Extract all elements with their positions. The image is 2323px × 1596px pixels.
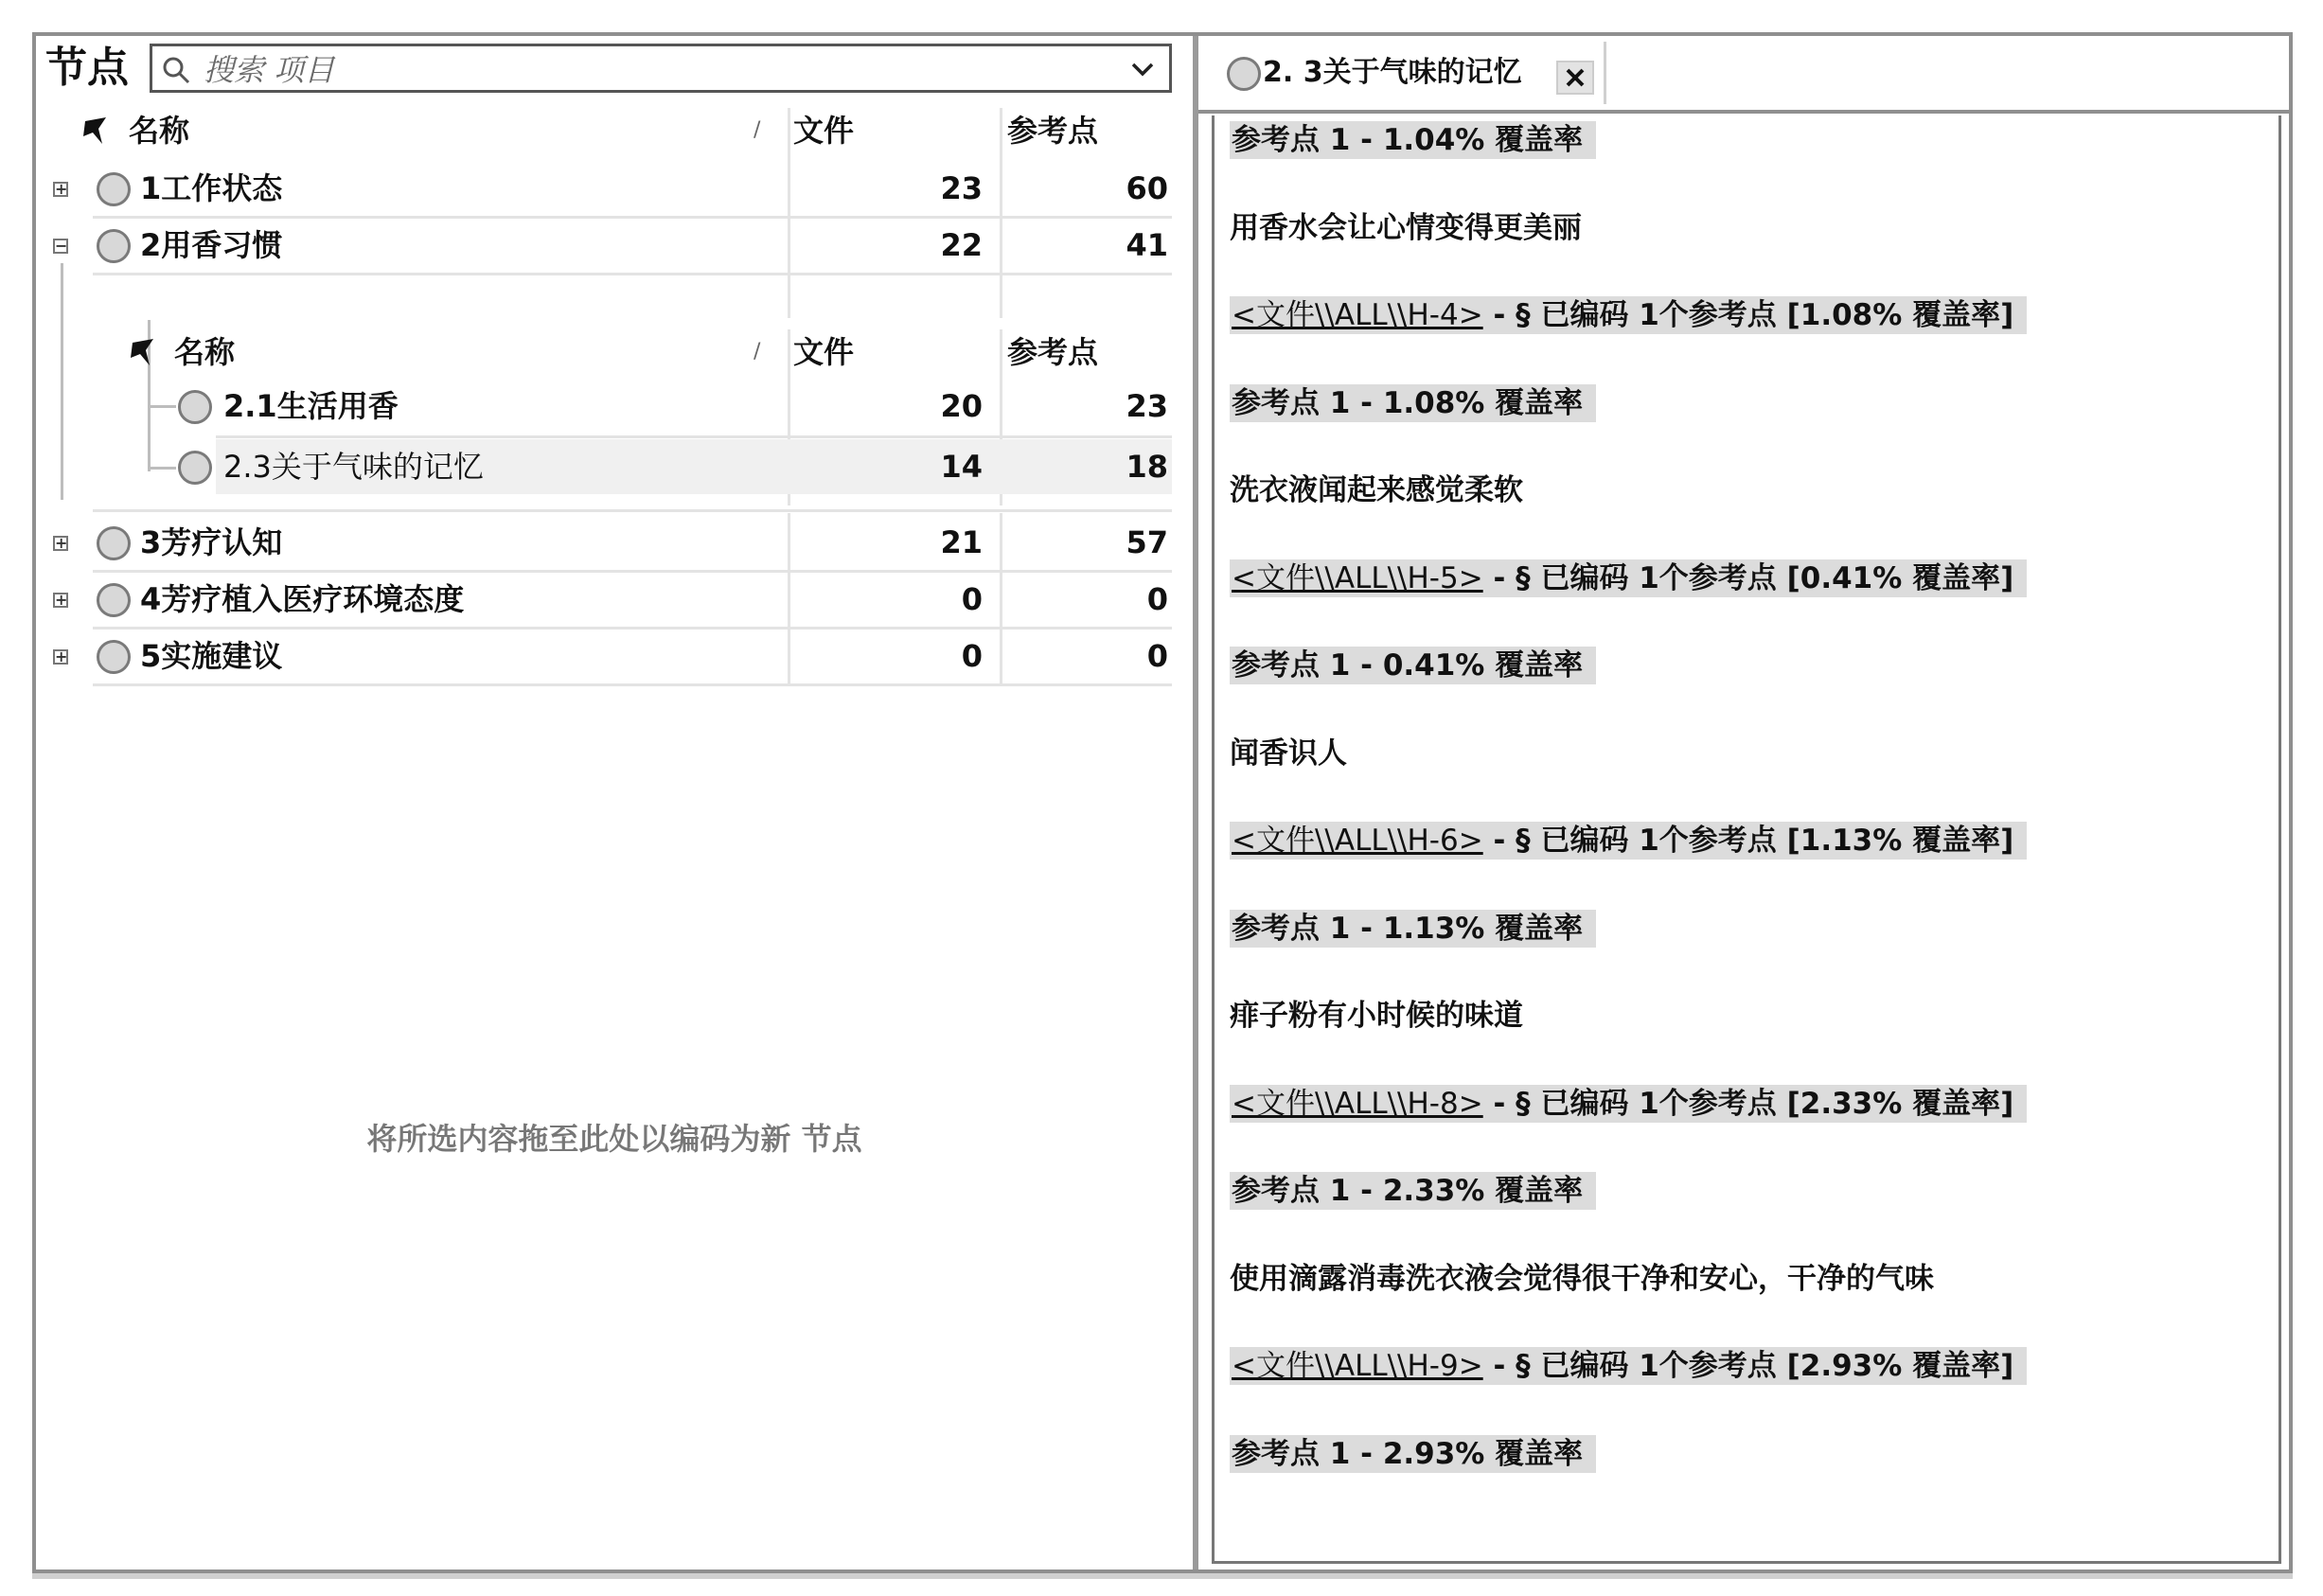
app-window: [32, 32, 2293, 1573]
column-refs[interactable]: 参考点: [1007, 113, 1099, 149]
source-reference[interactable]: [1230, 1083, 2027, 1125]
collapse-icon[interactable]: −: [55, 237, 68, 255]
source-highlight: [1230, 559, 2027, 597]
node-refs: 18: [1126, 449, 1168, 485]
node-files: 21: [940, 524, 983, 560]
node-icon: [178, 390, 212, 424]
reference-label: 参考点 1 - 1.13% 覆盖率: [1230, 910, 1596, 948]
reference-header: [1230, 645, 1596, 686]
tab-node-detail[interactable]: [1219, 42, 1606, 104]
reference-header: [1230, 1170, 1596, 1212]
reference-label: 参考点 1 - 2.33% 覆盖率: [1230, 1172, 1596, 1210]
node-files: 0: [961, 638, 983, 674]
tree-row-child-2[interactable]: [36, 439, 1193, 494]
column-refs[interactable]: 参考点: [1007, 334, 1099, 370]
expand-icon[interactable]: +: [55, 534, 68, 552]
nested-column-header: [36, 326, 1193, 379]
node-detail-panel: [1198, 36, 2289, 1569]
reference-label: 参考点 1 - 1.08% 覆盖率: [1230, 384, 1596, 422]
reference-label: 参考点 1 - 2.93% 覆盖率: [1230, 1435, 1596, 1473]
reference-header: [1230, 908, 1596, 949]
node-label: 2.3关于气味的记忆: [223, 449, 484, 485]
node-files: 14: [940, 449, 983, 485]
close-tab-button[interactable]: [1556, 61, 1594, 95]
tree-row-node-1[interactable]: [36, 161, 1193, 216]
reference-label: 参考点 1 - 1.04% 覆盖率: [1230, 121, 1596, 159]
source-file-link[interactable]: <文件\\ALL\\H-4>: [1232, 298, 1483, 332]
chevron-down-icon[interactable]: [1129, 58, 1156, 80]
search-box[interactable]: [150, 44, 1172, 93]
node-refs: 41: [1126, 227, 1168, 263]
tree-row-node-2[interactable]: [36, 218, 1193, 273]
node-icon: [97, 640, 131, 674]
node-refs: 60: [1126, 170, 1168, 206]
tab-label: 2. 3关于气味的记忆: [1263, 56, 1522, 89]
expand-icon[interactable]: +: [55, 647, 68, 665]
node-refs: 57: [1126, 524, 1168, 560]
pin-icon[interactable]: [81, 115, 110, 148]
node-files: 23: [940, 170, 983, 206]
source-highlight: [1230, 822, 2027, 860]
column-files[interactable]: 文件: [793, 334, 855, 370]
node-label: 2.1生活用香: [223, 388, 399, 424]
reference-header: [1230, 119, 1596, 161]
tree-row-node-5[interactable]: [36, 629, 1193, 683]
source-file-link[interactable]: <文件\\ALL\\H-6>: [1232, 824, 1483, 858]
source-file-link[interactable]: <文件\\ALL\\H-5>: [1232, 560, 1483, 595]
node-icon: [97, 172, 131, 206]
node-label: 4芳疗植入医疗环境态度: [140, 581, 465, 617]
node-icon: [1227, 57, 1261, 91]
tree-row-node-3[interactable]: [36, 515, 1193, 570]
column-header: [36, 104, 1193, 157]
coded-text: 用香水会让心情变得更美丽: [1230, 210, 1582, 245]
node-label: 1工作状态: [140, 170, 283, 206]
source-highlight: [1230, 296, 2027, 334]
reference-header: [1230, 382, 1596, 424]
source-file-link[interactable]: <文件\\ALL\\H-9>: [1232, 1349, 1483, 1383]
coding-summary: - § 已编码 1个参考点 [1.13% 覆盖率]: [1482, 824, 2014, 858]
source-reference[interactable]: [1230, 820, 2027, 861]
source-reference[interactable]: [1230, 294, 2027, 336]
coding-summary: - § 已编码 1个参考点 [2.93% 覆盖率]: [1482, 1349, 2014, 1383]
node-label: 3芳疗认知: [140, 524, 283, 560]
node-icon: [97, 229, 131, 263]
reference-label: 参考点 1 - 0.41% 覆盖率: [1230, 647, 1596, 684]
coding-summary: - § 已编码 1个参考点 [1.08% 覆盖率]: [1482, 298, 2014, 332]
tree-row-node-4[interactable]: [36, 572, 1193, 627]
node-refs: 0: [1146, 638, 1168, 674]
reference-header: [1230, 1433, 1596, 1475]
coded-text: 使用滴露消毒洗衣液会觉得很干净和安心，干净的气味: [1230, 1261, 1934, 1296]
column-files[interactable]: 文件: [793, 113, 855, 149]
node-icon: [97, 583, 131, 617]
sort-indicator-icon: /: [754, 118, 761, 142]
column-name[interactable]: 名称: [129, 113, 190, 149]
node-files: 0: [961, 581, 983, 617]
node-files: 20: [940, 388, 983, 424]
node-label: 5实施建议: [140, 638, 283, 674]
expand-icon[interactable]: +: [55, 180, 68, 198]
panel-title: 节点: [45, 44, 129, 92]
coded-text: 痱子粉有小时候的味道: [1230, 999, 1523, 1033]
node-icon: [97, 526, 131, 560]
tree-row-child-1[interactable]: [36, 379, 1193, 434]
coded-text: 洗衣液闻起来感觉柔软: [1230, 473, 1523, 507]
source-reference[interactable]: [1230, 1345, 2027, 1387]
nodes-panel: [36, 36, 1193, 1569]
drop-zone-hint[interactable]: 将所选内容拖至此处以编码为新 节点: [366, 1121, 862, 1157]
coding-summary: - § 已编码 1个参考点 [0.41% 覆盖率]: [1482, 560, 2014, 595]
node-refs: 23: [1126, 388, 1168, 424]
close-icon: [1558, 62, 1592, 93]
coded-text: 闻香识人: [1230, 736, 1347, 771]
coded-content-view[interactable]: [1212, 115, 2281, 1564]
node-refs: 0: [1146, 581, 1168, 617]
node-files: 22: [940, 227, 983, 263]
node-label: 2用香习惯: [140, 227, 283, 263]
source-reference[interactable]: [1230, 558, 2027, 599]
search-icon: [162, 56, 190, 84]
source-highlight: [1230, 1085, 2027, 1123]
sort-indicator-icon: /: [754, 340, 761, 364]
coding-summary: - § 已编码 1个参考点 [2.33% 覆盖率]: [1482, 1086, 2014, 1121]
source-highlight: [1230, 1347, 2027, 1385]
source-file-link[interactable]: <文件\\ALL\\H-8>: [1232, 1086, 1483, 1121]
column-name[interactable]: 名称: [174, 334, 236, 370]
search-input[interactable]: [204, 52, 1093, 88]
node-icon: [178, 451, 212, 485]
pin-icon[interactable]: [129, 337, 157, 369]
expand-icon[interactable]: +: [55, 591, 68, 609]
